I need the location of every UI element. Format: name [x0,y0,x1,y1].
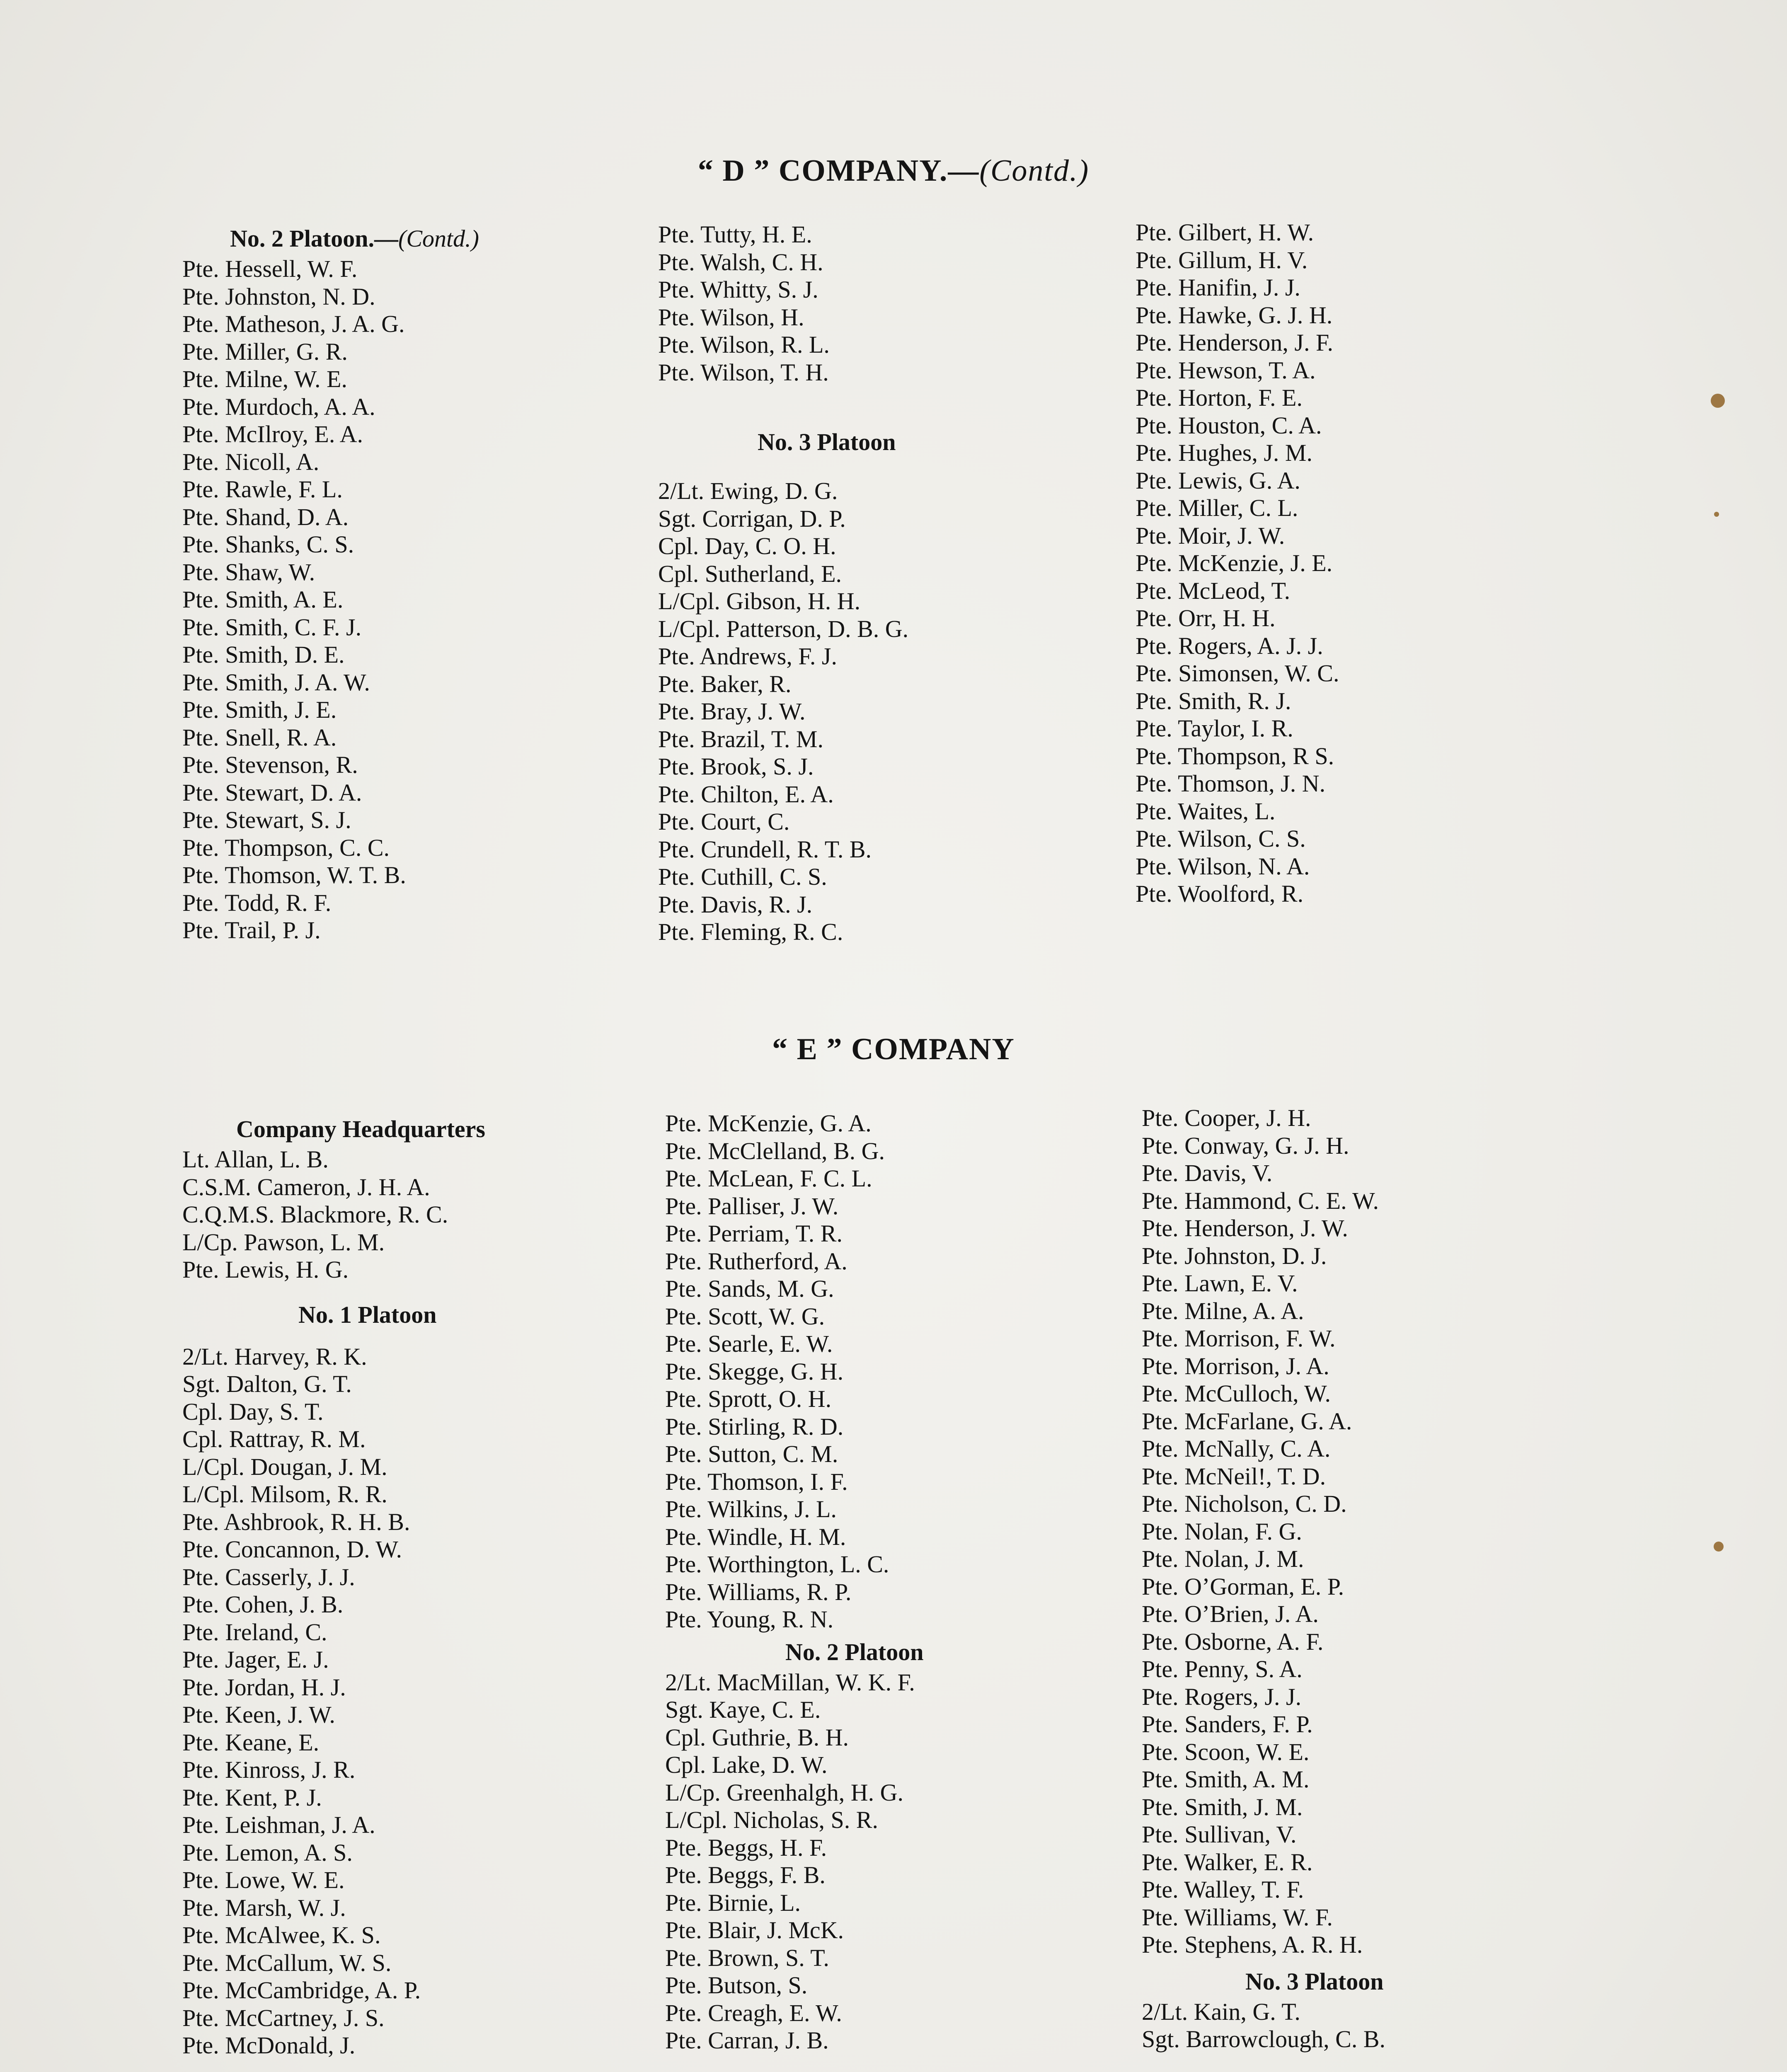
roster-entry: 2/Lt. Harvey, R. K. [182,1343,367,1370]
roster-entry: Pte. Nolan, J. M. [1142,1545,1304,1572]
e-company-column-1 [182,1113,630,2060]
d-col1-list [182,255,630,944]
roster-entry: Pte. Osborne, A. F. [1142,1628,1324,1655]
roster-entry: Pte. Rogers, J. J. [1142,1683,1302,1710]
e-hq-heading: Company Headquarters [236,1116,485,1143]
roster-entry: Pte. Hessell, W. F. [182,255,358,282]
roster-entry: 2/Lt. Ewing, D. G. [658,477,838,504]
roster-entry: Pte. McLean, F. C. L. [665,1165,872,1192]
roster-entry: Pte. Cuthill, C. S. [658,863,827,890]
e-no2-platoon-heading: No. 2 Platoon [785,1638,924,1665]
roster-entry: Pte. Johnston, D. J. [1142,1242,1327,1269]
roster-entry: Pte. Snell, R. A. [182,724,337,751]
roster-entry: Pte. Blair, J. McK. [665,1917,844,1944]
e-col3-list-b [1142,1998,1589,2053]
roster-entry: Pte. McFarlane, G. A. [1142,1407,1352,1435]
stain-mark [1714,1542,1724,1552]
roster-entry: Pte. Concannon, D. W. [182,1536,402,1563]
roster-entry: Pte. Miller, C. L. [1136,494,1298,521]
roster-entry: Pte. Trail, P. J. [182,917,321,944]
roster-entry: Pte. Whitty, S. J. [658,276,818,303]
roster-entry: Pte. McKenzie, G. A. [665,1110,872,1137]
roster-entry: Pte. McNally, C. A. [1142,1435,1331,1462]
roster-entry: Pte. Lawn, E. V. [1142,1270,1298,1297]
roster-entry: Pte. Butson, S. [665,1972,808,1999]
e-no3-platoon-heading: No. 3 Platoon [1245,1968,1384,1995]
roster-entry: Sgt. Barrowclough, C. B. [1142,2026,1386,2053]
roster-entry: Pte. Carran, J. B. [665,2027,829,2054]
roster-entry: Cpl. Sutherland, E. [658,560,842,587]
roster-entry: Pte. Skegge, G. H. [665,1358,844,1385]
roster-entry: Pte. Thompson, R S. [1136,742,1334,770]
roster-entry: Pte. Stewart, S. J. [182,806,351,833]
roster-entry: Pte. Williams, R. P. [665,1578,852,1605]
roster-entry: Pte. Worthington, L. C. [665,1551,889,1578]
roster-entry: Pte. Morrison, F. W. [1142,1325,1336,1352]
roster-entry: Pte. Andrews, F. J. [658,643,837,670]
roster-entry: C.Q.M.S. Blackmore, R. C. [182,1201,448,1228]
roster-entry: Pte. Smith, A. E. [182,586,344,613]
stain-mark [1711,394,1725,408]
roster-entry: Pte. Rawle, F. L. [182,476,343,503]
roster-entry: Pte. Moir, J. W. [1136,522,1285,549]
roster-entry: Pte. Perriam, T. R. [665,1220,843,1247]
roster-entry: Cpl. Day, C. O. H. [658,533,836,559]
roster-entry: Pte. Sprott, O. H. [665,1385,832,1412]
roster-entry: Pte. Lewis, H. G. [182,1256,349,1283]
roster-entry: Pte. Casserly, J. J. [182,1563,355,1590]
roster-entry: L/Cpl. Dougan, J. M. [182,1453,387,1480]
roster-entry: Pte. Shand, D. A. [182,503,349,530]
e-col1-list-a [182,1146,630,1284]
roster-entry: Pte. Rogers, A. J. J. [1136,632,1323,659]
roster-entry: Pte. Davis, R. J. [658,891,813,918]
roster-entry: Sgt. Dalton, G. T. [182,1370,352,1397]
roster-entry: L/Cpl. Nicholas, S. R. [665,1806,878,1833]
roster-entry: Pte. Henderson, J. W. [1142,1215,1348,1242]
roster-entry: Pte. McCallum, W. S. [182,1949,392,1976]
roster-entry: Pte. Walsh, C. H. [658,248,823,276]
roster-entry: Pte. Smith, D. E. [182,641,345,668]
roster-entry: Pte. Lewis, G. A. [1136,467,1300,494]
roster-entry: Pte. Kent, P. J. [182,1784,322,1811]
roster-entry: Pte. Sands, M. G. [665,1275,834,1302]
roster-entry: Pte. Houston, C. A. [1136,411,1322,439]
e-col2-list-b [665,1669,1113,2055]
roster-entry: Pte. Scott, W. G. [665,1302,825,1330]
roster-entry: Pte. O’Gorman, E. P. [1142,1573,1344,1600]
roster-entry: Sgt. Corrigan, D. P. [658,505,846,532]
roster-entry: Pte. Keane, E. [182,1728,320,1756]
roster-entry: Pte. Walley, T. F. [1142,1876,1304,1903]
roster-entry: 2/Lt. MacMillan, W. K. F. [665,1668,915,1696]
roster-entry: Pte. Waites, L. [1136,797,1276,825]
roster-entry: Pte. Jordan, H. J. [182,1673,346,1701]
roster-entry: Pte. Stirling, R. D. [665,1413,844,1440]
roster-entry: Pte. Nicholson, C. D. [1142,1490,1347,1517]
stain-mark [1714,512,1719,517]
roster-entry: Pte. Scoon, W. E. [1142,1738,1310,1765]
roster-entry: Pte. Wilson, T. H. [658,358,829,386]
roster-entry: Pte. Thomson, J. N. [1136,770,1326,797]
roster-entry: Pte. Shanks, C. S. [182,531,354,558]
roster-entry: Pte. Brazil, T. M. [658,725,823,753]
roster-entry: Pte. Cooper, J. H. [1142,1104,1311,1131]
roster-entry: Pte. Woolford, R. [1136,880,1304,907]
roster-entry: Pte. Todd, R. F. [182,889,332,916]
roster-entry: Pte. Smith, J. A. W. [182,668,370,696]
roster-entry: Pte. McAlwee, K. S. [182,1922,381,1949]
roster-entry: Pte. McClelland, B. G. [665,1137,885,1164]
roster-entry: Pte. McCambridge, A. P. [182,1977,421,2004]
roster-entry: Pte. Thomson, I. F. [665,1468,848,1495]
roster-entry: Pte. Brook, S. J. [658,753,814,780]
roster-entry: Pte. Davis, V. [1142,1159,1273,1186]
roster-entry: Pte. Smith, R. J. [1136,687,1291,714]
roster-entry: Pte. Kinross, J. R. [182,1756,356,1783]
roster-entry: Pte. Fleming, R. C. [658,918,843,945]
roster-entry: Pte. Smith, J. E. [182,696,337,723]
roster-entry: L/Cp. Pawson, L. M. [182,1228,385,1256]
roster-entry: 2/Lt. Kain, G. T. [1142,1998,1300,2025]
d-company-column-2 [658,221,1106,946]
roster-entry: L/Cpl. Gibson, H. H. [658,588,861,615]
roster-entry: Pte. McCulloch, W. [1142,1380,1331,1407]
roster-entry: Pte. Jager, E. J. [182,1646,329,1673]
roster-entry: Pte. Wilson, C. S. [1136,825,1306,852]
roster-entry: Pte. Chilton, E. A. [658,780,834,808]
roster-entry: Pte. Wilkins, J. L. [665,1496,837,1523]
roster-entry: Pte. Ireland, C. [182,1618,327,1646]
roster-entry: Pte. McIlroy, E. A. [182,421,363,448]
roster-entry: Pte. Thomson, W. T. B. [182,862,406,888]
roster-entry: Pte. McDonald, J. [182,2032,356,2059]
roster-entry: Pte. Stewart, D. A. [182,779,362,806]
roster-entry: Pte. Shaw, W. [182,558,315,586]
roster-entry: Pte. Ashbrook, R. H. B. [182,1508,410,1535]
roster-entry: Pte. Hammond, C. E. W. [1142,1187,1379,1214]
roster-entry: Pte. Smith, A. M. [1142,1766,1310,1793]
roster-entry: Pte. Stephens, A. R. H. [1142,1931,1363,1958]
roster-entry: Cpl. Rattray, R. M. [182,1426,366,1452]
roster-entry: Pte. Palliser, J. W. [665,1192,839,1220]
roster-entry: Pte. Marsh, W. J. [182,1894,346,1921]
roster-entry: Pte. Williams, W. F. [1142,1903,1333,1931]
roster-entry: Pte. Gilbert, H. W. [1136,219,1314,246]
roster-entry: Pte. Walker, E. R. [1142,1848,1313,1876]
d-no3-platoon-heading: No. 3 Platoon [758,428,896,455]
roster-entry: Pte. Leishman, J. A. [182,1811,375,1838]
roster-entry: Pte. Wilson, N. A. [1136,852,1310,880]
roster-entry: Pte. McCartney, J. S. [182,2004,385,2031]
roster-entry: Pte. Nicoll, A. [182,448,320,475]
roster-entry: Pte. Miller, G. R. [182,338,348,365]
roster-entry: Pte. Beggs, F. B. [665,1861,826,1888]
roster-entry: Pte. Johnston, N. D. [182,283,375,310]
roster-entry: Pte. Brown, S. T. [665,1944,829,1971]
roster-entry: Pte. Creagh, E. W. [665,1999,842,2026]
roster-entry: Pte. Taylor, I. R. [1136,715,1293,742]
d-company-title: “ D ” COMPANY.—(Contd.) [697,154,1090,188]
roster-entry: Pte. Milne, A. A. [1142,1297,1304,1324]
e-col3-list-a [1142,1104,1589,1959]
d-no2-platoon-heading: No. 2 Platoon.—(Contd.) [230,225,479,252]
roster-entry: L/Cpl. Patterson, D. B. G. [658,615,909,642]
roster-entry: Pte. Milne, W. E. [182,366,347,392]
roster-entry: Pte. Wilson, H. [658,303,804,331]
roster-entry: Pte. Hawke, G. J. H. [1136,301,1333,329]
roster-entry: Pte. Conway, G. J. H. [1142,1132,1349,1159]
roster-entry: Cpl. Day, S. T. [182,1398,324,1425]
roster-entry: Pte. Thompson, C. C. [182,834,390,861]
roster-entry: Pte. Sanders, F. P. [1142,1711,1313,1738]
roster-entry: Pte. Wilson, R. L. [658,331,830,358]
e-company-column-3 [1142,1104,1589,2053]
d-company-column-3 [1136,219,1583,908]
roster-entry: Pte. Simonsen, W. C. [1136,660,1339,687]
roster-entry: Pte. Lowe, W. E. [182,1866,345,1893]
roster-entry: Pte. Henderson, J. F. [1136,329,1334,356]
roster-entry: Pte. Morrison, J. A. [1142,1352,1329,1380]
e-no1-platoon-heading: No. 1 Platoon [298,1301,437,1328]
roster-entry: Pte. McNeil!, T. D. [1142,1462,1326,1490]
roster-entry: L/Cpl. Milsom, R. R. [182,1481,387,1508]
roster-entry: Pte. Bray, J. W. [658,698,806,725]
roster-entry: Pte. Sutton, C. M. [665,1440,838,1467]
roster-entry: Pte. Crundell, R. T. B. [658,835,872,863]
roster-entry: L/Cp. Greenhalgh, H. G. [665,1779,904,1806]
roster-entry: Pte. Windle, H. M. [665,1523,846,1550]
roster-entry: Pte. Smith, J. M. [1142,1793,1303,1820]
roster-entry: Pte. Penny, S. A. [1142,1656,1303,1682]
roster-entry: Pte. Lemon, A. S. [182,1839,353,1866]
roster-entry: Pte. Hewson, T. A. [1136,356,1316,384]
d-col2-list-b [658,477,1106,946]
roster-entry: Pte. Matheson, J. A. G. [182,310,405,337]
roster-entry: Pte. Court, C. [658,808,790,835]
roster-entry: Pte. Cohen, J. B. [182,1591,344,1618]
roster-entry: Pte. McLeod, T. [1136,577,1291,604]
d-col2-list-a [658,221,1106,386]
roster-entry: Pte. Sullivan, V. [1142,1821,1297,1848]
roster-entry: Cpl. Lake, D. W. [665,1751,828,1778]
e-col2-list-a [665,1110,1113,1634]
roster-entry: Pte. Orr, H. H. [1136,605,1276,632]
roster-entry: Pte. Horton, F. E. [1136,384,1303,411]
d-company-column-1 [182,222,630,944]
roster-entry: Pte. Hanifin, J. J. [1136,274,1300,301]
roster-entry: Pte. Baker, R. [658,670,792,697]
roster-entry: Pte. Rutherford, A. [665,1247,847,1275]
e-company-column-2 [665,1110,1113,2055]
roster-entry: Pte. McKenzie, J. E. [1136,549,1333,576]
roster-entry: Pte. Murdoch, A. A. [182,393,375,420]
roster-entry: Pte. Young, R. N. [665,1606,834,1633]
roster-entry: Lt. Allan, L. B. [182,1146,329,1173]
roster-entry: Cpl. Guthrie, B. H. [665,1723,849,1751]
roster-entry: Sgt. Kaye, C. E. [665,1696,821,1723]
roster-entry: Pte. Stevenson, R. [182,751,358,778]
roster-entry: C.S.M. Cameron, J. H. A. [182,1173,430,1201]
roster-entry: Pte. O’Brien, J. A. [1142,1600,1319,1627]
e-col1-list-b [182,1343,630,2060]
e-company-title: “ E ” COMPANY [772,1032,1015,1066]
roster-entry: Pte. Keen, J. W. [182,1701,335,1728]
roster-entry: Pte. Birnie, L. [665,1889,801,1916]
roster-entry: Pte. Smith, C. F. J. [182,613,362,641]
roster-entry: Pte. Beggs, H. F. [665,1834,827,1861]
roster-entry: Pte. Gillum, H. V. [1136,246,1308,274]
roster-entry: Pte. Hughes, J. M. [1136,439,1312,466]
d-col3-list [1136,219,1583,908]
roster-entry: Pte. Nolan, F. G. [1142,1518,1302,1545]
roster-entry: Pte. Searle, E. W. [665,1330,833,1357]
roster-entry: Pte. Tutty, H. E. [658,221,812,248]
